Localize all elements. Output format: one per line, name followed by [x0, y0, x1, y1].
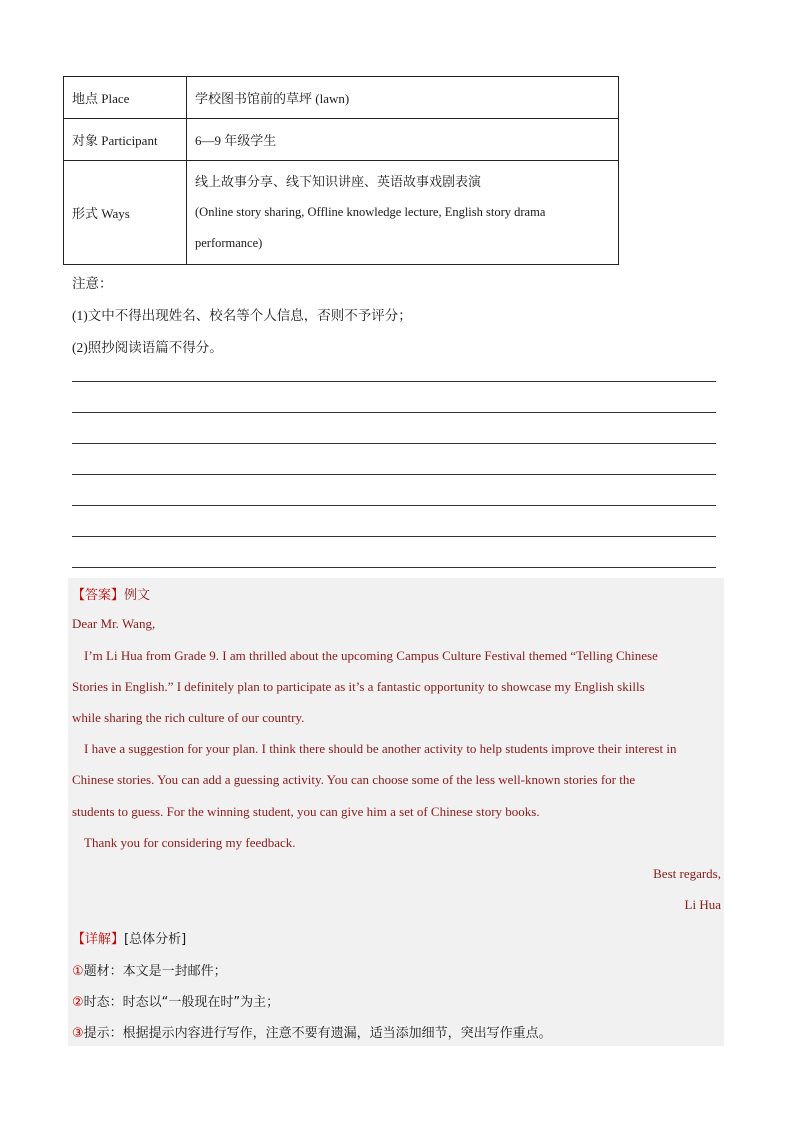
analysis-label: 【详解】 [72, 931, 125, 946]
note-item-2: (2)照抄阅读语篇不得分。 [72, 340, 223, 355]
letter-greeting: Dear Mr. Wang, [72, 616, 156, 631]
event-info-table [63, 76, 619, 265]
ways-chinese: 线上故事分享、线下知识讲座、英语故事戏剧表演 [195, 174, 482, 189]
analysis-header [72, 928, 186, 947]
analysis-item-3 [72, 1022, 552, 1041]
circled-number-1: ① [72, 964, 84, 979]
analysis-item-2 [72, 991, 279, 1010]
circled-number-3: ③ [72, 1026, 84, 1041]
answer-label: 【答案】 [72, 587, 125, 602]
table-value-participant: 6—9 年级学生 [187, 119, 619, 161]
writing-line[interactable] [72, 505, 716, 536]
table-key-ways: 形式 Ways [64, 161, 187, 265]
table-row [64, 161, 619, 265]
writing-line[interactable] [72, 536, 716, 567]
analysis-item-text: 时态：时态以“一般现在时”为主； [83, 995, 280, 1010]
ways-english-line2: performance) [195, 236, 263, 250]
answer-section [68, 578, 724, 1046]
note-item-1: (1)文中不得出现姓名、校名等个人信息，否则不予评分； [72, 308, 412, 323]
letter-p1-line2: Stories in English.” I definitely plan to participate as it’s a fantastic opportunity to showcase my English skills [72, 679, 645, 694]
notes-title: 注意： [72, 276, 113, 291]
writing-line[interactable] [72, 381, 716, 412]
letter-signature: Li Hua [684, 897, 721, 912]
table-row [64, 119, 619, 161]
writing-line[interactable] [72, 412, 716, 443]
letter-p1-line1: I’m Li Hua from Grade 9. I am thrilled about the upcoming Campus Culture Festival themed “Telling Chinese [84, 648, 658, 663]
letter-p2-line3: students to guess. For the winning student, you can give him a set of Chinese story books. [72, 804, 540, 819]
letter-closing: Best regards, [653, 866, 721, 881]
letter-p2-line1: I have a suggestion for your plan. I think there should be another activity to help students improve their interest in [84, 741, 677, 756]
analysis-item-1 [72, 960, 227, 979]
writing-line[interactable] [72, 474, 716, 505]
analysis-label-suffix: [总体分析] [124, 932, 187, 947]
table-value-ways [187, 161, 619, 265]
analysis-item-text: 提示：根据提示内容进行写作，注意不要有遗漏，适当添加细节，突出写作重点。 [83, 1026, 552, 1041]
circled-number-2: ② [72, 995, 84, 1010]
table-key-participant: 对象 Participant [64, 119, 187, 161]
table-key-place: 地点 Place [64, 77, 187, 119]
letter-p1-line3: while sharing the rich culture of our country. [72, 710, 305, 725]
letter-p2-line2: Chinese stories. You can add a guessing activity. You can choose some of the less well-known stories for the [72, 772, 636, 787]
writing-area[interactable] [72, 381, 716, 598]
answer-header [72, 584, 150, 603]
ways-english-line1: (Online story sharing, Offline knowledge lecture, English story drama [195, 205, 546, 219]
writing-line[interactable] [72, 443, 716, 474]
table-value-place: 学校图书馆前的草坪 (lawn) [187, 77, 619, 119]
analysis-item-text: 题材：本文是一封邮件； [83, 964, 227, 979]
table-row [64, 77, 619, 119]
answer-label-suffix: 例文 [124, 588, 151, 603]
letter-p3: Thank you for considering my feedback. [84, 835, 296, 850]
